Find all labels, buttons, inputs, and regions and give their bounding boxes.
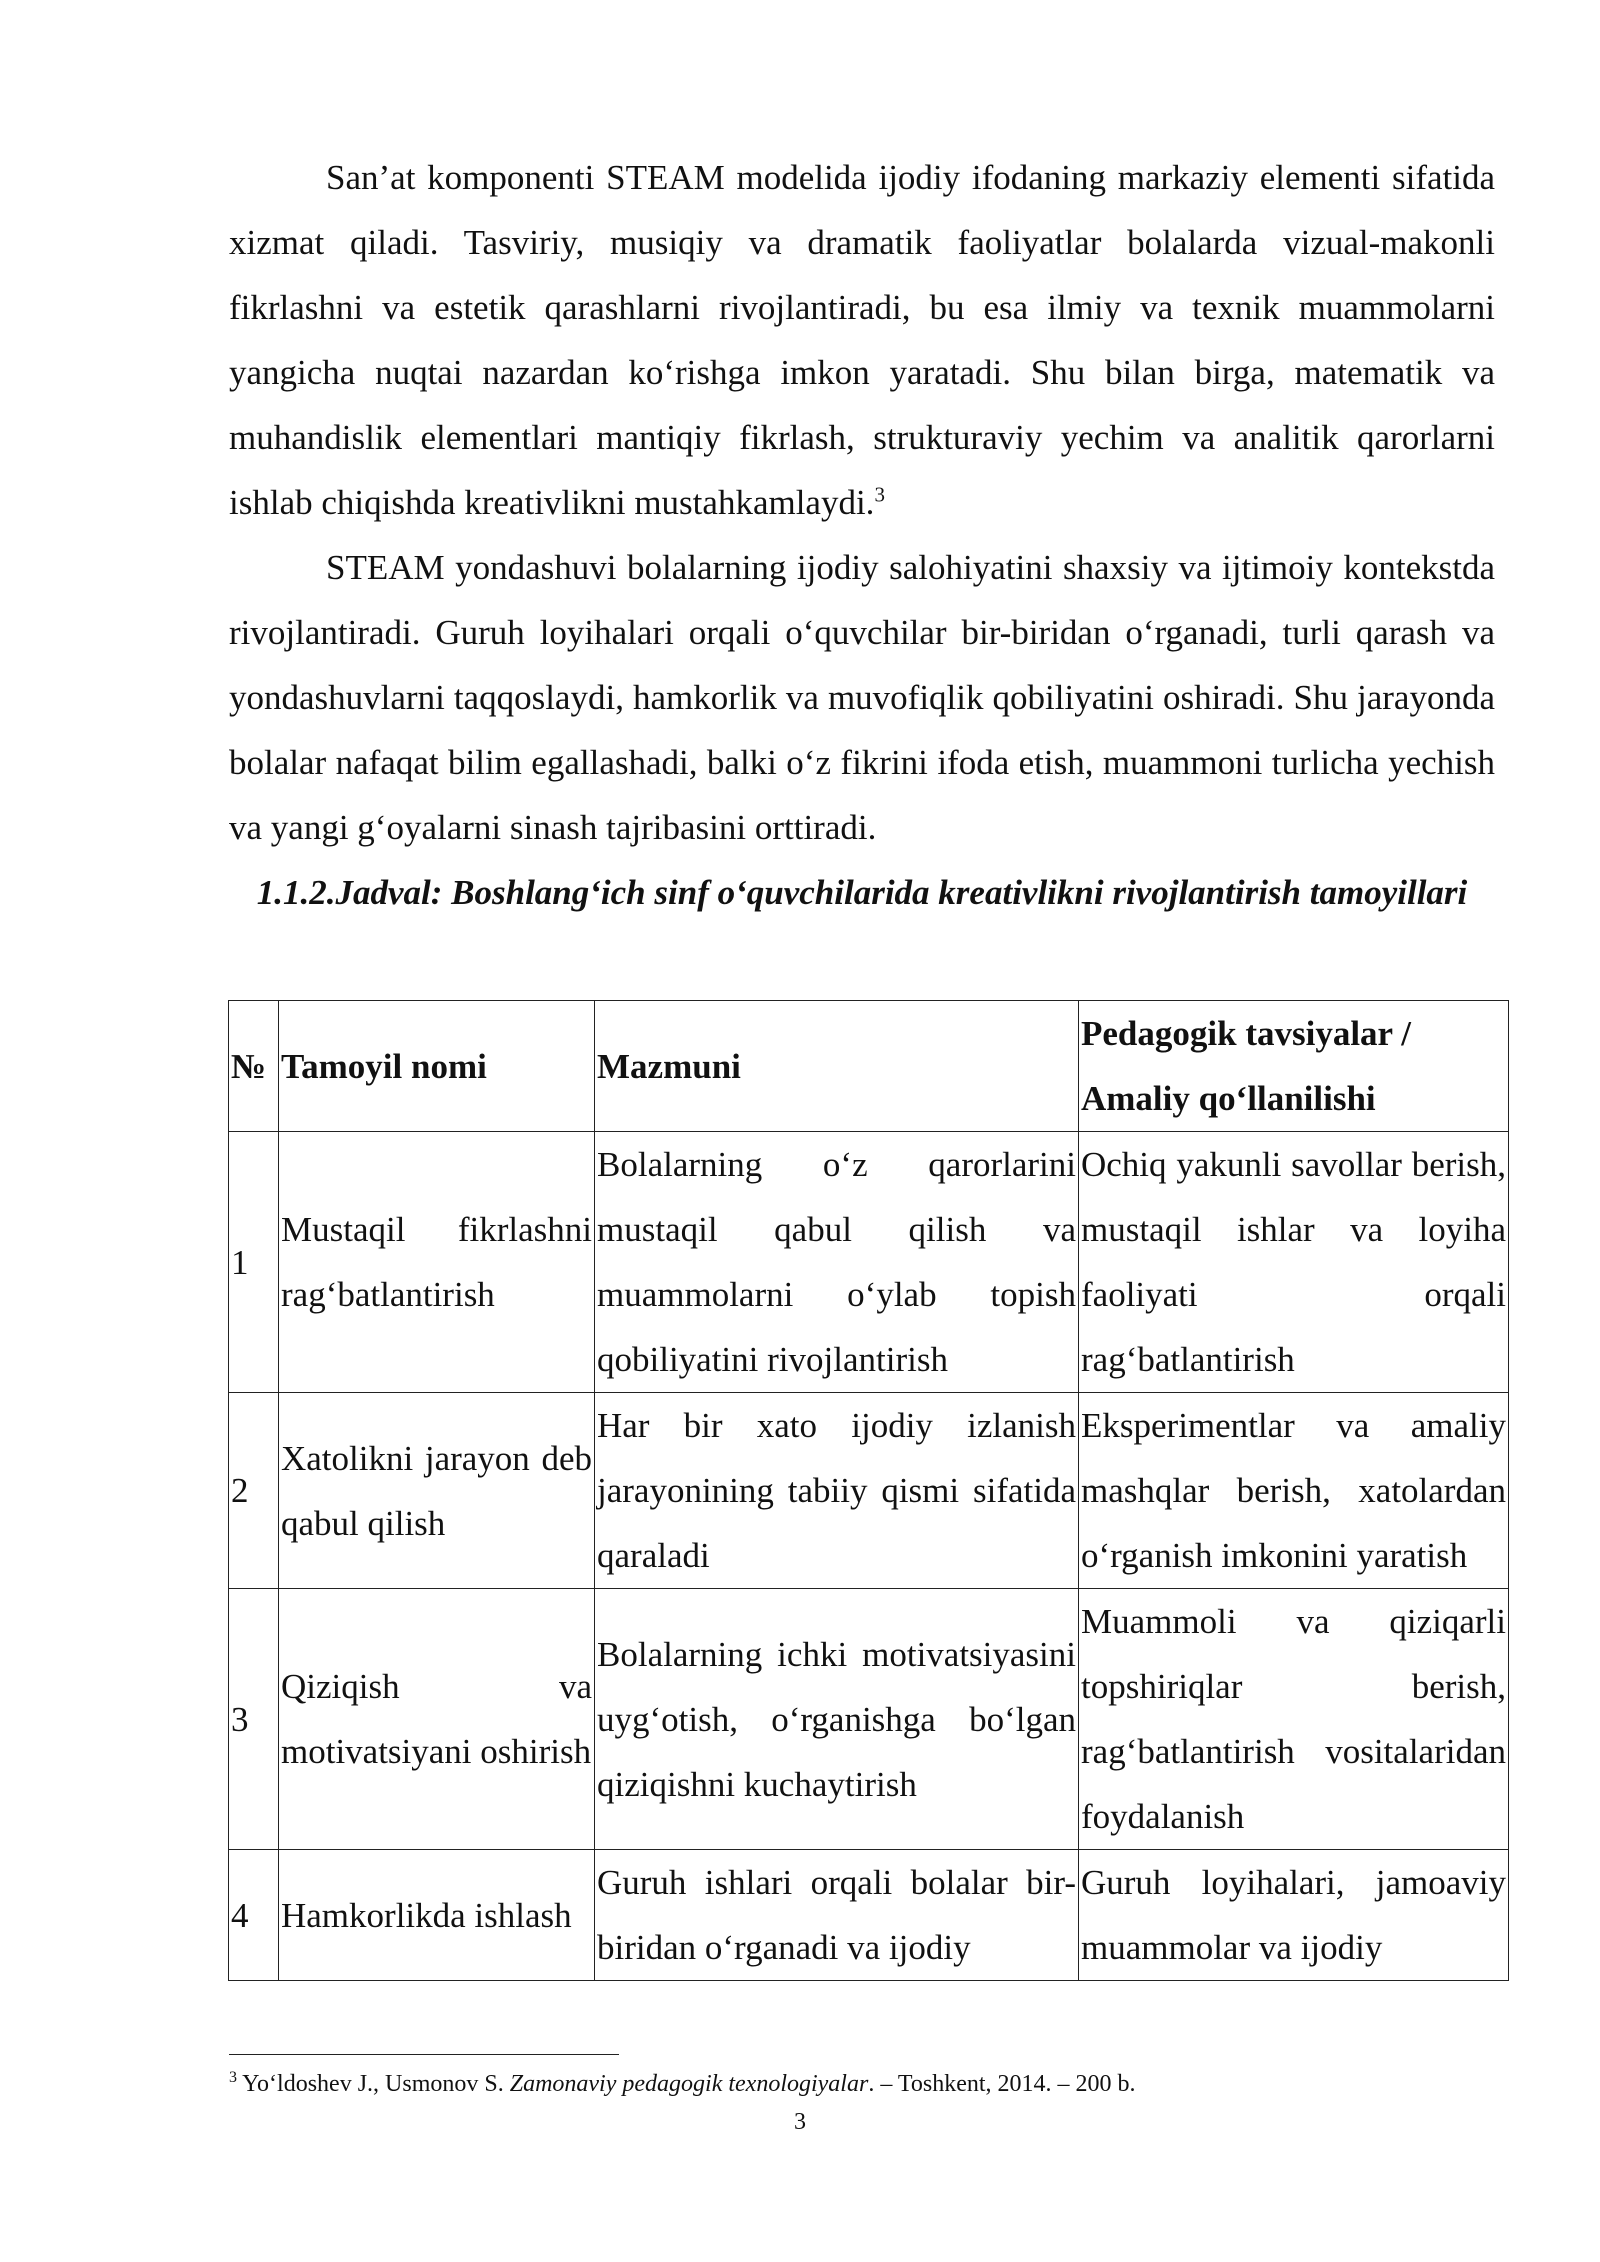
header-recommendations: Pedagogik tavsiyalar / Amaliy qo‘llanilishi	[1079, 1001, 1509, 1132]
table-row	[229, 1850, 1509, 1981]
body-paragraph	[229, 535, 1495, 860]
principle-recommendation: Eksperimentlar va amaliy mashqlar berish, xatolardan o‘rganish imkonini yaratish	[1079, 1393, 1509, 1589]
principle-name: Hamkorlikda ishlash	[279, 1850, 595, 1981]
table-caption: 1.1.2.Jadval: Boshlang‘ich sinf o‘quvchilarida kreativlikni rivojlantirish tamoyillari	[256, 873, 1468, 912]
principles-table	[228, 1000, 1509, 1981]
principle-recommendation: Guruh loyihalari, jamoaviy muammolar va ijodiy	[1079, 1850, 1509, 1981]
body-paragraph	[229, 145, 1495, 535]
header-number: №	[229, 1001, 279, 1132]
footnote-number: 3	[229, 2069, 237, 2086]
footnote-title: Zamonaviy pedagogik texnologiyalar	[509, 2071, 869, 2097]
paragraph-text: STEAM yondashuvi bolalarning ijodiy salohiyatini shaxsiy va ijtimoiy kontekstda rivojlantiradi. Guruh loyihalari orqali o‘quvchilar bir-biridan o‘rganadi, turli qarash va yondashuvlarni taqqoslaydi, hamkorlik va muvofiqlik qobiliyatini oshiradi. Shu jarayonda bolalar nafaqat bilim egallashadi, balki o‘z fikrini ifoda etish, muammoni turlicha yechish va yangi g‘oyalarni sinash tajribasini orttiradi.	[229, 548, 1495, 847]
paragraph-text: San’at komponenti STEAM modelida ijodiy ifodaning markaziy elementi sifatida xizmat qiladi. Tasviriy, musiqiy va dramatik faoliyatlar bolalarda vizual-makonli fikrlashni va estetik qarashlarni rivojlantiradi, bu esa ilmiy va texnik muammolarni yangicha nuqtai nazardan ko‘rishga imkon yaratadi. Shu bilan birga, matematik va muhandislik elementlari mantiqiy fikrlash, strukturaviy yechim va analitik qarorlarni ishlab chiqishda kreativlikni mustahkamlaydi.	[229, 158, 1495, 522]
principle-content: Bolalarning o‘z qarorlarini mustaqil qabul qilish va muammolarni o‘ylab topish qobiliyatini rivojlantirish	[595, 1132, 1079, 1393]
row-number: 2	[229, 1393, 279, 1589]
footnote-separator	[229, 2054, 619, 2055]
footnote-author: Yo‘ldoshev J., Usmonov S.	[242, 2071, 510, 2097]
header-principle-name: Tamoyil nomi	[279, 1001, 595, 1132]
principle-name: Mustaqil fikrlashni rag‘batlantirish	[279, 1132, 595, 1393]
principle-name: Xatolikni jarayon deb qabul qilish	[279, 1393, 595, 1589]
footnote-publication: . – Toshkent, 2014. – 200 b.	[868, 2071, 1136, 2097]
principle-recommendation: Muammoli va qiziqarli topshiriqlar berish, rag‘batlantirish vositalaridan foydalanish	[1079, 1589, 1509, 1850]
row-number: 3	[229, 1589, 279, 1850]
table-row	[229, 1589, 1509, 1850]
table-header-row	[229, 1001, 1509, 1132]
table-row	[229, 1132, 1509, 1393]
principle-name: Qiziqish va motivatsiyani oshirish	[279, 1589, 595, 1850]
principle-content: Guruh ishlari orqali bolalar bir-biridan o‘rganadi va ijodiy	[595, 1850, 1079, 1981]
row-number: 1	[229, 1132, 279, 1393]
footnote-reference: 3	[874, 482, 885, 507]
table-row	[229, 1393, 1509, 1589]
principle-content: Bolalarning ichki motivatsiyasini uyg‘otish, o‘rganishga bo‘lgan qiziqishni kuchaytirish	[595, 1589, 1079, 1850]
footnote	[229, 2066, 1136, 2102]
row-number: 4	[229, 1850, 279, 1981]
principle-recommendation: Ochiq yakunli savollar berish, mustaqil ishlar va loyiha faoliyati orqali rag‘batlantirish	[1079, 1132, 1509, 1393]
principle-content: Har bir xato ijodiy izlanish jarayonining tabiiy qismi sifatida qaraladi	[595, 1393, 1079, 1589]
header-content: Mazmuni	[595, 1001, 1079, 1132]
page-number: 3	[794, 2109, 806, 2135]
